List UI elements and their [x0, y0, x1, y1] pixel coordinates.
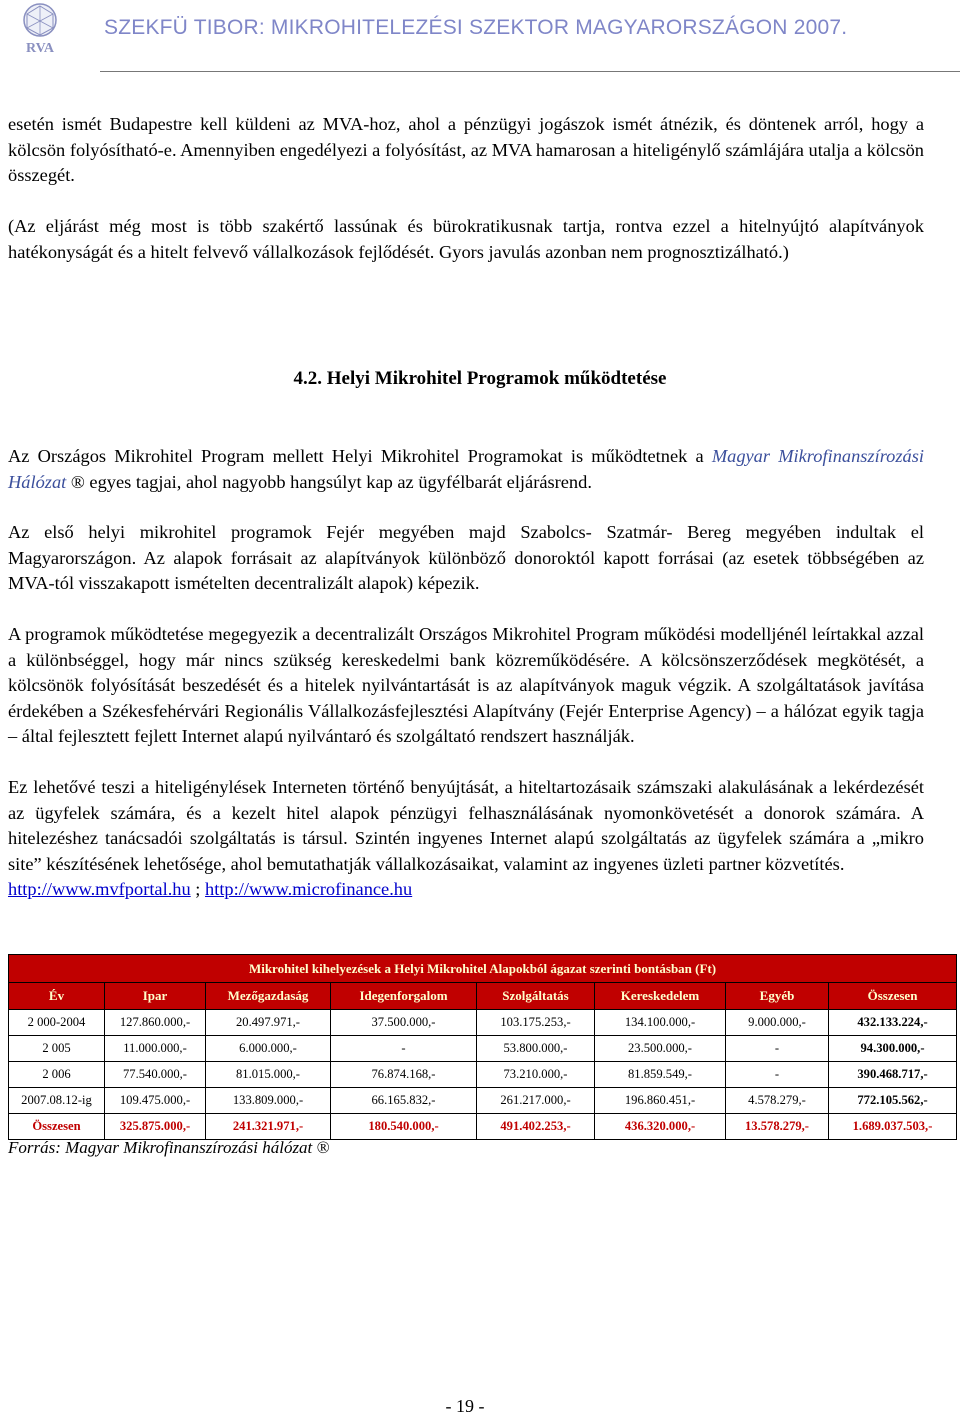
column-header: Idegenforgalom — [331, 983, 477, 1010]
column-header: Mezőgazdaság — [206, 983, 331, 1010]
paragraph-3-start: Az Országos Mikrohitel Program mellett Helyi Mikrohitel Programokat is működtetnek a — [8, 446, 712, 466]
total-cell: 180.540.000,- — [331, 1114, 477, 1140]
paragraph-1-text: esetén ismét Budapestre kell küldeni az MVA-hoz, ahol a pénzügyi jogászok ismét átnézik, és döntenek arról, hogy a kölcsön folyósítható-e. Amennyiben engedélyezi a folyósítást, az MVA hamarosan a hiteligénylő számlájára utalja a kölcsön összegét. — [8, 114, 924, 185]
column-header: Év — [9, 983, 105, 1010]
paragraph-6 — [8, 775, 924, 903]
table-cell: 76.874.168,- — [331, 1062, 477, 1088]
rva-logo-icon — [20, 2, 60, 58]
table-row — [9, 1062, 957, 1088]
table-cell: 66.165.832,- — [331, 1088, 477, 1114]
table-cell: 81.015.000,- — [206, 1062, 331, 1088]
table-cell: 2 006 — [9, 1062, 105, 1088]
total-cell: 241.321.971,- — [206, 1114, 331, 1140]
table-cell: 261.217.000,- — [477, 1088, 595, 1114]
table-cell: 772.105.562,- — [829, 1088, 957, 1114]
table-cell: - — [726, 1062, 829, 1088]
page-header-title: SZEKFÜ TIBOR: MIKROHITELEZÉSI SZEKTOR MAGYARORSZÁGON 2007. — [104, 16, 848, 39]
microcredit-table — [8, 954, 957, 1140]
column-header: Szolgáltatás — [477, 983, 595, 1010]
table-cell: 11.000.000,- — [105, 1036, 206, 1062]
table-cell: 134.100.000,- — [595, 1010, 726, 1036]
table-cell: 2 000-2004 — [9, 1010, 105, 1036]
table-cell: 4.578.279,- — [726, 1088, 829, 1114]
page-number: - 19 - — [445, 1396, 485, 1416]
total-cell: 325.875.000,- — [105, 1114, 206, 1140]
table-row — [9, 1036, 957, 1062]
table-cell: 20.497.971,- — [206, 1010, 331, 1036]
table-cell: 77.540.000,- — [105, 1062, 206, 1088]
table-cell: 94.300.000,- — [829, 1036, 957, 1062]
paragraph-6-text — [8, 775, 924, 903]
table-cell: 53.800.000,- — [477, 1036, 595, 1062]
microfinance-link[interactable]: http://www.microfinance.hu — [205, 879, 413, 899]
table-cell: 390.468.717,- — [829, 1062, 957, 1088]
paragraph-4 — [8, 520, 924, 597]
column-header: Összesen — [829, 983, 957, 1010]
table-cell: 127.860.000,- — [105, 1010, 206, 1036]
table-row — [9, 1088, 957, 1114]
paragraph-2-text: (Az eljárást még most is több szakértő lassúnak és bürokratikusnak tartja, rontva ezzel a hitelnyújtó alapítványok hatékonyságát és a hitelt felvevő vállalkozások fejlődését. Gyors javulás azonban nem prognosztizálható.) — [8, 216, 924, 262]
paragraph-5-text: A programok működtetése megegyezik a decentralizált Országos Mikrohitel Program működési modelljénél leírtakkal azzal a különbséggel, hogy már nincs szükség kereskedelmi bank közreműködésére. A kölcsönszerződések megkötését, a kölcsönök folyósítását beszedését és a hitelek nyilvántartását is az alapítványok maguk végzik. A szolgáltatások javítása érdekében a Székesfehérvári Regionális Vállalkozásfejlesztési Alapítvány (Fejér Enterprise Agency) – a hálózat egyik tagja – által fejlesztett fejlett Internet alapú nyilvántaró és szolgáltató rendszert használják. — [8, 624, 924, 746]
table-cell: 9.000.000,- — [726, 1010, 829, 1036]
svg-text:RVA: RVA — [25, 41, 55, 56]
total-cell: 436.320.000,- — [595, 1114, 726, 1140]
total-cell: 491.402.253,- — [477, 1114, 595, 1140]
table-cell: 2007.08.12-ig — [9, 1088, 105, 1114]
paragraph-6-body: Ez lehetővé teszi a hiteligénylések Interneten történő benyújtását, a hiteltartozásaik számszaki alakulásának a lekérdezését az ügyfelek számára, és a kezelt hitel alapok pénzügyi felhasználásának nyomonkövetését a donorok számára. A hitelezéshez tanácsadói szolgáltatás is társul. Szintén ingyenes Internet alapú szolgáltatás az ügyfelek számára a „mikro site” készítésének lehetősége, ahol bemutathatják vállalkozásaikat, valamint az ingyenes üzleti partner közvetítés. — [8, 777, 924, 874]
table-total-row — [9, 1114, 957, 1140]
network-name-link[interactable]: Magyar Mikrofinanszírozási Hálózat — [8, 446, 924, 492]
paragraph-3-text — [8, 444, 924, 495]
paragraph-5 — [8, 622, 924, 750]
column-header: Egyéb — [726, 983, 829, 1010]
table-cell: 103.175.253,- — [477, 1010, 595, 1036]
table-cell: 109.475.000,- — [105, 1088, 206, 1114]
table-cell: 432.133.224,- — [829, 1010, 957, 1036]
table-cell: 6.000.000,- — [206, 1036, 331, 1062]
paragraph-3-end: egyes tagjai, ahol nagyobb hangsúlyt kap az ügyfélbarát eljárásrend. — [84, 471, 592, 492]
link-separator: ; — [190, 879, 206, 899]
paragraph-1 — [8, 112, 924, 189]
table-source-note: Forrás: Magyar Mikrofinanszírozási hálózat ® — [8, 1138, 330, 1157]
table-title: Mikrohitel kihelyezések a Helyi Mikrohitel Alapokból ágazat szerinti bontásban (Ft) — [9, 955, 957, 983]
table-cell: - — [726, 1036, 829, 1062]
column-header: Ipar — [105, 983, 206, 1010]
total-cell: 13.578.279,- — [726, 1114, 829, 1140]
table-cell: 2 005 — [9, 1036, 105, 1062]
total-cell: Összesen — [9, 1114, 105, 1140]
table-cell: 73.210.000,- — [477, 1062, 595, 1088]
paragraph-2 — [8, 214, 924, 265]
paragraph-3 — [8, 444, 924, 495]
table-cell: 81.859.549,- — [595, 1062, 726, 1088]
table-cell: 196.860.451,- — [595, 1088, 726, 1114]
table-title-row — [9, 955, 957, 983]
column-header: Kereskedelem — [595, 983, 726, 1010]
registered-mark: ® — [66, 471, 85, 492]
table-cell: 23.500.000,- — [595, 1036, 726, 1062]
table-cell: - — [331, 1036, 477, 1062]
paragraph-4-text: Az első helyi mikrohitel programok Fejér megyében majd Szabolcs- Szatmár- Bereg megyében indultak el Magyarországon. Az alapok forrásait az alapítványok különböző donoroktól kapott forrásai (az esetek többségében az MVA-tól visszakapott ismételten decentralizált alapok) képezik. — [8, 522, 924, 593]
table-header-row — [9, 983, 957, 1010]
header-divider — [100, 71, 960, 72]
mvfportal-link[interactable]: http://www.mvfportal.hu — [8, 879, 191, 899]
page-header — [0, 0, 960, 72]
table-cell: 37.500.000,- — [331, 1010, 477, 1036]
table-cell: 133.809.000,- — [206, 1088, 331, 1114]
table-row — [9, 1010, 957, 1036]
total-cell: 1.689.037.503,- — [829, 1114, 957, 1140]
section-heading: 4.2. Helyi Mikrohitel Programok működtetése — [293, 368, 667, 389]
